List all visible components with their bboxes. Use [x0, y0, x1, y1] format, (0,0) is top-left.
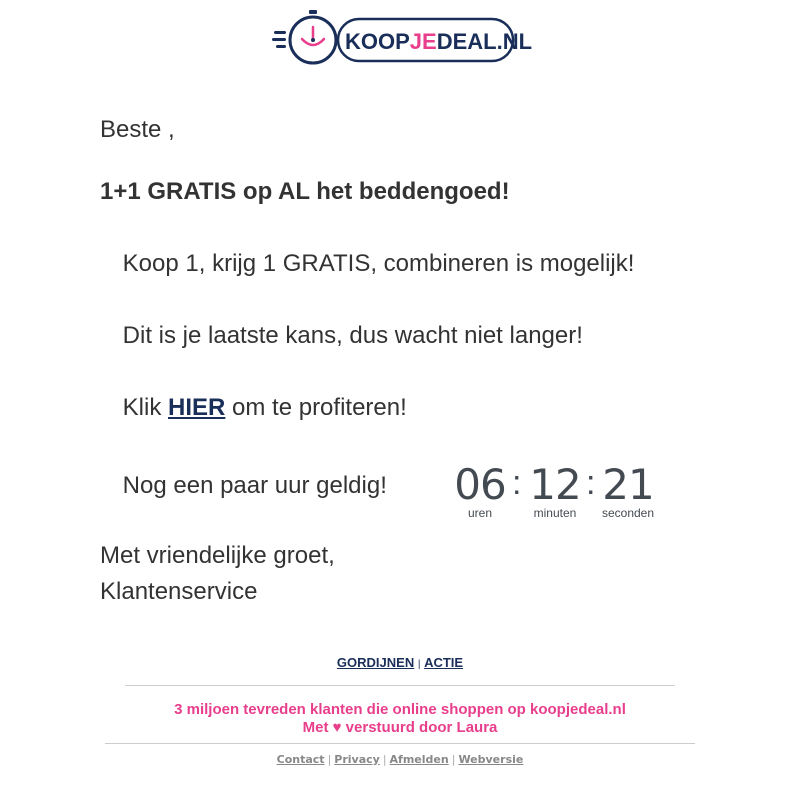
countdown-separator: : [512, 464, 522, 502]
countdown-hours [450, 460, 510, 520]
promo-line-3 [100, 394, 407, 422]
promo-line-3-pre: Klik [122, 394, 169, 421]
footer-small-links [0, 753, 800, 766]
link-separator: | [417, 659, 421, 670]
logo-text-koop: KOOP [345, 29, 410, 54]
logo-text-je: JE [409, 29, 437, 54]
promo-line-3-post: om te profiteren! [225, 394, 407, 421]
footer-tagline: 3 miljoen tevreden klanten die online shoppen op koopjedeal.nl [174, 701, 626, 718]
footer-divider-bottom [105, 743, 695, 744]
promo-line-2-text: Dit is je laatste kans, dus wacht niet langer! [122, 322, 583, 349]
category-links [0, 655, 800, 670]
countdown-seconds-label: seconden [601, 506, 655, 520]
countdown-hours-value: 06 [454, 460, 506, 509]
footer-sent-by: Met ♥ verstuurd door Laura [302, 719, 498, 736]
headline: 1+1 GRATIS op AL het beddengoed! [100, 178, 510, 205]
svg-text:KOOPJEDEAL.NL [345, 29, 532, 54]
small-link-separator: | [327, 753, 332, 766]
privacy-link[interactable]: Privacy [334, 753, 380, 766]
promo-line-4-text: Nog een paar uur geldig! [122, 472, 387, 499]
small-link-separator: | [451, 753, 456, 766]
countdown-minutes-value: 12 [529, 460, 581, 509]
contact-link[interactable]: Contact [276, 753, 325, 766]
promo-line-2 [100, 322, 583, 350]
afmelden-link[interactable]: Afmelden [389, 753, 449, 766]
countdown-seconds [598, 460, 658, 520]
greeting: Beste , [100, 116, 175, 143]
hier-link[interactable]: HIER [168, 394, 226, 421]
promo-line-1 [100, 250, 634, 278]
countdown-hours-label: uren [467, 506, 493, 520]
countdown-minutes-label: minuten [533, 506, 577, 520]
footer-divider-top [125, 685, 675, 686]
webversie-link[interactable]: Webversie [458, 753, 524, 766]
actie-link[interactable]: ACTIE [424, 655, 464, 670]
logo-text-deal: DEAL.NL [436, 29, 533, 54]
countdown-minutes [525, 460, 585, 520]
promo-line-4 [100, 472, 387, 500]
signoff-line-2: Klantenservice [100, 578, 258, 605]
gordijnen-link[interactable]: GORDIJNEN [336, 655, 415, 670]
countdown-timer [450, 460, 665, 522]
signoff-line-1: Met vriendelijke groet, [100, 542, 335, 569]
koopjedeal-logo[interactable] [272, 9, 533, 67]
countdown-seconds-value: 21 [602, 460, 654, 509]
countdown-separator: : [586, 464, 596, 502]
promo-line-1-text: Koop 1, krijg 1 GRATIS, combineren is mogelijk! [122, 250, 635, 277]
small-link-separator: | [382, 753, 387, 766]
